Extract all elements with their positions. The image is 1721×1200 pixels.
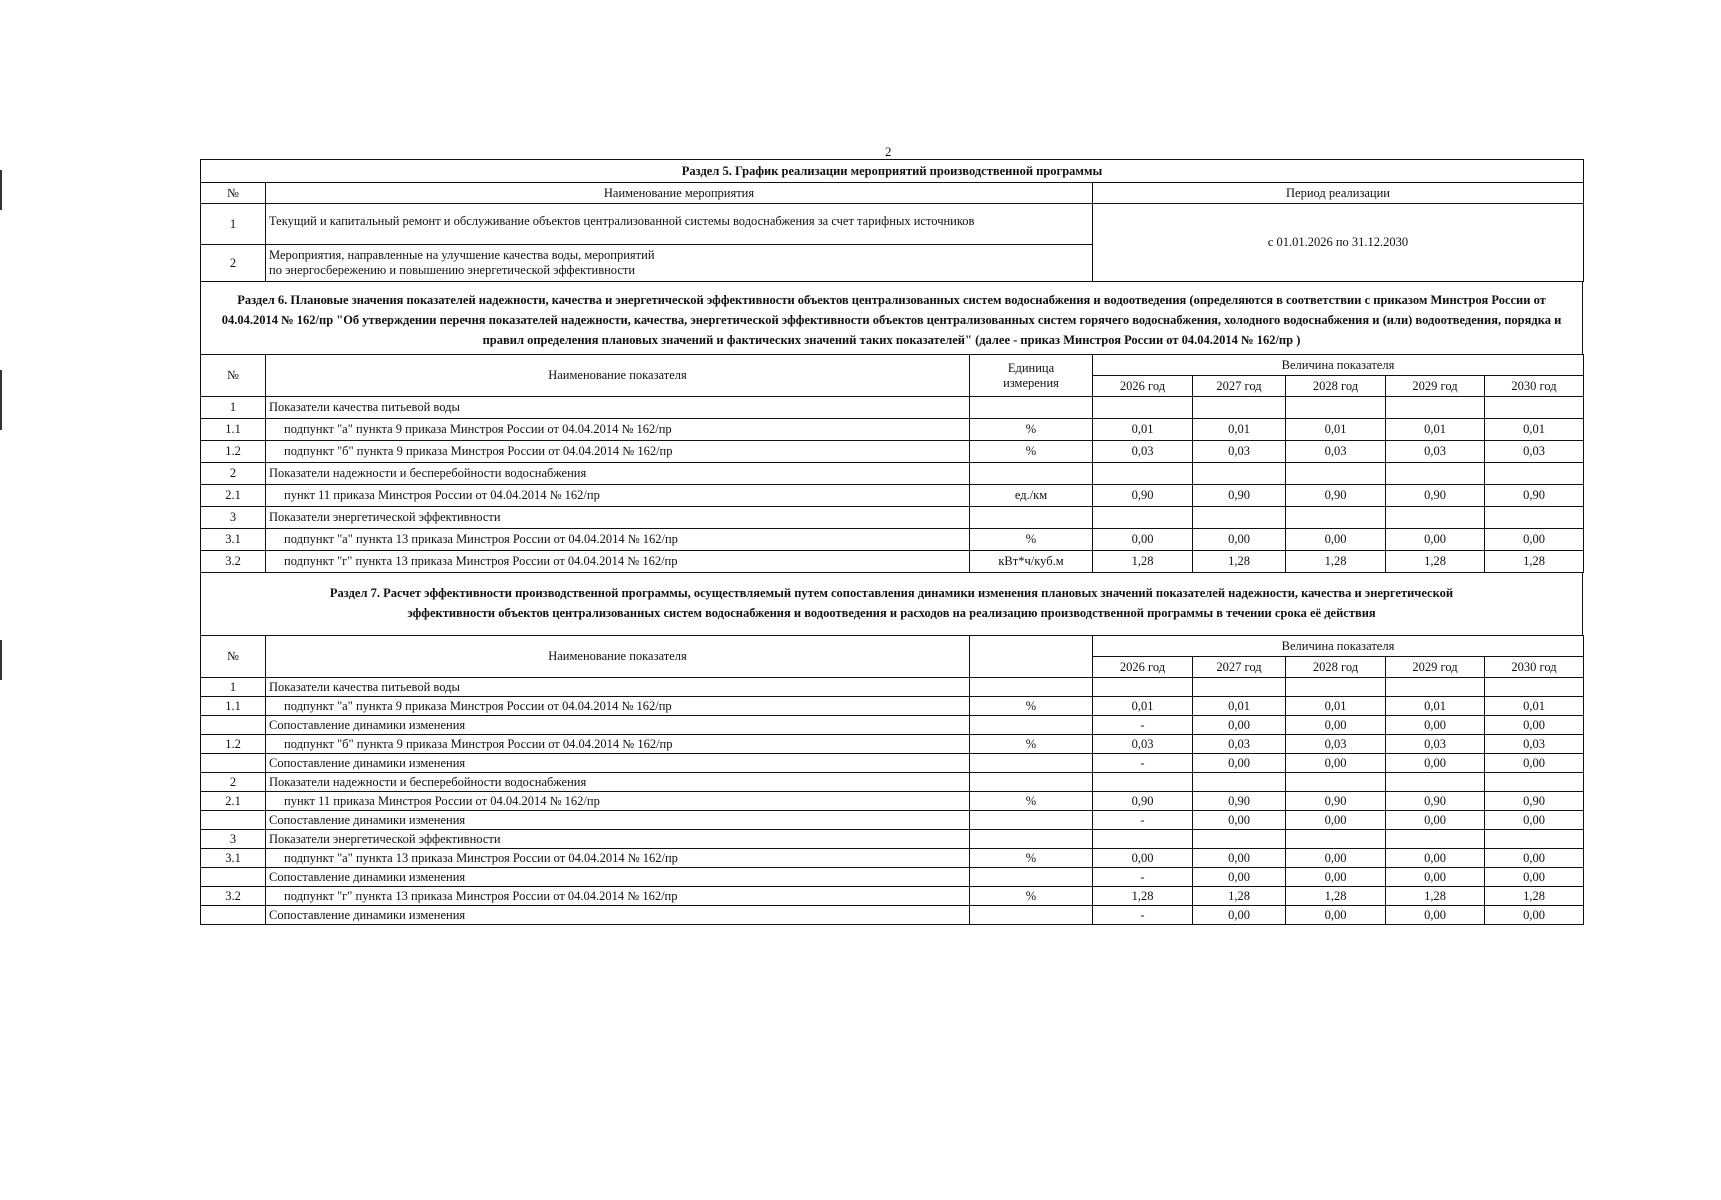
value-cell: [1286, 773, 1386, 792]
row-num: 3.2: [201, 551, 266, 573]
group-name: Показатели качества питьевой воды: [266, 397, 970, 419]
header-num: №: [201, 183, 266, 204]
value-cell: [1093, 507, 1193, 529]
unit-cell: кВт*ч/куб.м: [970, 551, 1093, 573]
table-row: [201, 792, 1584, 811]
value-cell: [1386, 463, 1485, 485]
value-cell: -: [1093, 811, 1193, 830]
value-cell: 0,00: [1093, 529, 1193, 551]
value-cell: 0,03: [1485, 441, 1584, 463]
indicator-name: подпункт "а" пункта 13 приказа Минстроя России от 04.04.2014 № 162/пр: [266, 529, 970, 551]
value-cell: 0,90: [1286, 792, 1386, 811]
table-row: [201, 830, 1584, 849]
header-year: 2027 год: [1193, 376, 1286, 397]
header-period: Период реализации: [1093, 183, 1584, 204]
unit-cell: %: [970, 419, 1093, 441]
table-row: [201, 529, 1584, 551]
value-cell: 0,01: [1286, 419, 1386, 441]
value-cell: 0,03: [1093, 735, 1193, 754]
page-number: 2: [885, 144, 892, 159]
table-row: [201, 754, 1584, 773]
header-year: 2029 год: [1386, 376, 1485, 397]
table-row: [201, 849, 1584, 868]
section7-body: [201, 678, 1584, 925]
row-num: [201, 868, 266, 887]
header-year: 2026 год: [1093, 376, 1193, 397]
unit-cell: [970, 830, 1093, 849]
value-cell: 0,03: [1286, 441, 1386, 463]
group-name: Показатели надежности и бесперебойности водоснабжения: [266, 463, 970, 485]
value-cell: 0,00: [1193, 849, 1286, 868]
value-cell: 0,90: [1386, 485, 1485, 507]
value-cell: 0,00: [1485, 754, 1584, 773]
header-unit-line: Единица: [1007, 360, 1055, 375]
value-cell: 0,01: [1093, 697, 1193, 716]
value-cell: [1093, 830, 1193, 849]
event-name: Текущий и капитальный ремонт и обслуживание объектов централизованной системы водоснабжения за счет тарифных источников: [266, 204, 1093, 245]
value-cell: [1485, 678, 1584, 697]
unit-cell: [970, 811, 1093, 830]
value-cell: 0,03: [1093, 441, 1193, 463]
unit-cell: %: [970, 849, 1093, 868]
group-name: Показатели энергетической эффективности: [266, 830, 970, 849]
indicator-name: подпункт "а" пункта 9 приказа Минстроя России от 04.04.2014 № 162/пр: [266, 697, 970, 716]
value-cell: 0,00: [1485, 906, 1584, 925]
header-unit: [970, 355, 1093, 397]
section6-body: [201, 397, 1584, 573]
value-cell: -: [1093, 716, 1193, 735]
unit-cell: [970, 507, 1093, 529]
value-cell: 0,00: [1286, 868, 1386, 887]
unit-cell: [970, 754, 1093, 773]
value-cell: 0,00: [1193, 868, 1286, 887]
row-num: [201, 906, 266, 925]
value-cell: 0,03: [1386, 441, 1485, 463]
value-cell: [1286, 830, 1386, 849]
value-cell: 0,90: [1193, 792, 1286, 811]
value-cell: [1286, 507, 1386, 529]
value-cell: 0,00: [1193, 906, 1286, 925]
value-cell: 0,00: [1386, 811, 1485, 830]
row-num: [201, 716, 266, 735]
value-cell: 0,00: [1485, 811, 1584, 830]
group-name: Показатели качества питьевой воды: [266, 678, 970, 697]
unit-cell: [970, 397, 1093, 419]
row-num: [201, 754, 266, 773]
header-event-name: Наименование мероприятия: [266, 183, 1093, 204]
value-cell: 0,90: [1286, 485, 1386, 507]
section5-title: Раздел 5. График реализации мероприятий производственной программы: [201, 160, 1584, 183]
value-cell: 1,28: [1193, 551, 1286, 573]
value-cell: 0,01: [1386, 419, 1485, 441]
header-year: 2028 год: [1286, 376, 1386, 397]
unit-cell: %: [970, 735, 1093, 754]
header-value: Величина показателя: [1093, 355, 1584, 376]
value-cell: 1,28: [1386, 551, 1485, 573]
section6-title: Раздел 6. Плановые значения показателей надежности, качества и энергетической эффективности объектов централизованных систем водоснабжения и водоотведения (определяются в соответствии с приказом Минстроя России от 04.04.2014 № 162/пр "Об утверждении перечня показателей надежности, качества, энергетической эффективности объектов централизованных систем горячего водоснабжения, холодного водоснабжения и (или) водоотведения, порядка и правил определения плановых значений и фактических значений таких показателей" (далее - приказ Минстроя России от 04.04.2014 № 162/пр ): [200, 282, 1583, 354]
row-num: 1.1: [201, 697, 266, 716]
value-cell: 0,00: [1386, 868, 1485, 887]
value-cell: 0,00: [1286, 529, 1386, 551]
unit-cell: %: [970, 792, 1093, 811]
table-row: [201, 551, 1584, 573]
row-num: 1.2: [201, 735, 266, 754]
value-cell: 0,01: [1193, 419, 1286, 441]
table-row: [201, 716, 1584, 735]
header-num: №: [201, 355, 266, 397]
value-cell: [1093, 463, 1193, 485]
value-cell: 0,00: [1485, 849, 1584, 868]
value-cell: [1093, 773, 1193, 792]
table-row: [201, 678, 1584, 697]
value-cell: 0,90: [1485, 485, 1584, 507]
value-cell: 0,00: [1485, 529, 1584, 551]
value-cell: 0,00: [1286, 849, 1386, 868]
value-cell: 0,01: [1485, 419, 1584, 441]
value-cell: 0,00: [1193, 716, 1286, 735]
value-cell: 0,00: [1286, 754, 1386, 773]
value-cell: 1,28: [1485, 887, 1584, 906]
table-row: [201, 507, 1584, 529]
event-name-line: по энергосбережению и повышению энергетической эффективности: [269, 263, 636, 277]
section6-table: [200, 354, 1584, 573]
value-cell: 0,03: [1193, 735, 1286, 754]
table-row: [201, 485, 1584, 507]
row-num: 2: [201, 773, 266, 792]
indicator-name: Сопоставление динамики изменения: [266, 906, 970, 925]
document: [200, 159, 1583, 925]
value-cell: [1386, 678, 1485, 697]
value-cell: 0,00: [1193, 754, 1286, 773]
group-name: Показатели надежности и бесперебойности водоснабжения: [266, 773, 970, 792]
value-cell: 0,00: [1286, 716, 1386, 735]
unit-cell: %: [970, 887, 1093, 906]
value-cell: 0,00: [1386, 529, 1485, 551]
header-year: 2028 год: [1286, 657, 1386, 678]
value-cell: 0,03: [1386, 735, 1485, 754]
indicator-name: Сопоставление динамики изменения: [266, 868, 970, 887]
indicator-name: подпункт "г" пункта 13 приказа Минстроя России от 04.04.2014 № 162/пр: [266, 887, 970, 906]
indicator-name: пункт 11 приказа Минстроя России от 04.04.2014 № 162/пр: [266, 485, 970, 507]
section7-title-line: Раздел 7. Расчет эффективности производственной программы, осуществляемый путем сопоставления динамики изменения плановых значений показателей надежности, качества и энергетической: [329, 586, 1454, 600]
indicator-name: подпункт "б" пункта 9 приказа Минстроя России от 04.04.2014 № 162/пр: [266, 441, 970, 463]
unit-cell: [970, 716, 1093, 735]
value-cell: [1386, 830, 1485, 849]
row-num: [201, 811, 266, 830]
value-cell: 0,00: [1386, 754, 1485, 773]
table-row: [201, 697, 1584, 716]
section7-title: [200, 573, 1583, 635]
row-num: 3.2: [201, 887, 266, 906]
row-num: 1: [201, 204, 266, 245]
section7-title-line: эффективности объектов централизованных систем водоснабжения и водоотведения и расходов на реализацию производственной программы в течении срока её действия: [407, 606, 1376, 620]
value-cell: [1485, 773, 1584, 792]
value-cell: [1093, 678, 1193, 697]
value-cell: 0,90: [1386, 792, 1485, 811]
value-cell: 0,01: [1286, 697, 1386, 716]
value-cell: 0,03: [1193, 441, 1286, 463]
row-num: 1: [201, 397, 266, 419]
section7-table: [200, 635, 1584, 925]
value-cell: 0,00: [1386, 849, 1485, 868]
value-cell: 1,28: [1093, 551, 1193, 573]
value-cell: [1386, 773, 1485, 792]
row-num: 2.1: [201, 792, 266, 811]
indicator-name: пункт 11 приказа Минстроя России от 04.04.2014 № 162/пр: [266, 792, 970, 811]
value-cell: [1193, 678, 1286, 697]
table-row: [201, 397, 1584, 419]
value-cell: 1,28: [1093, 887, 1193, 906]
value-cell: 0,90: [1193, 485, 1286, 507]
unit-cell: %: [970, 529, 1093, 551]
value-cell: [1485, 507, 1584, 529]
header-year: 2026 год: [1093, 657, 1193, 678]
unit-cell: [970, 773, 1093, 792]
value-cell: [1193, 397, 1286, 419]
value-cell: 0,01: [1193, 697, 1286, 716]
value-cell: 0,90: [1485, 792, 1584, 811]
value-cell: [1286, 678, 1386, 697]
value-cell: -: [1093, 868, 1193, 887]
unit-cell: [970, 463, 1093, 485]
header-indicator-name: Наименование показателя: [266, 636, 970, 678]
value-cell: [1193, 507, 1286, 529]
header-unit: [970, 636, 1093, 678]
value-cell: 0,00: [1386, 716, 1485, 735]
unit-cell: %: [970, 697, 1093, 716]
header-year: 2027 год: [1193, 657, 1286, 678]
value-cell: 1,28: [1386, 887, 1485, 906]
header-year: 2030 год: [1485, 376, 1584, 397]
value-cell: 0,90: [1093, 792, 1193, 811]
scan-edge-marks: [0, 170, 2, 730]
value-cell: [1286, 397, 1386, 419]
indicator-name: подпункт "а" пункта 13 приказа Минстроя России от 04.04.2014 № 162/пр: [266, 849, 970, 868]
event-name-line: Мероприятия, направленные на улучшение качества воды, мероприятий: [269, 248, 655, 262]
header-year: 2030 год: [1485, 657, 1584, 678]
row-num: 1: [201, 678, 266, 697]
indicator-name: подпункт "г" пункта 13 приказа Минстроя России от 04.04.2014 № 162/пр: [266, 551, 970, 573]
indicator-name: подпункт "б" пункта 9 приказа Минстроя России от 04.04.2014 № 162/пр: [266, 735, 970, 754]
row-num: 2.1: [201, 485, 266, 507]
event-name: [266, 245, 1093, 282]
row-num: 3: [201, 830, 266, 849]
unit-cell: ед./км: [970, 485, 1093, 507]
indicator-name: Сопоставление динамики изменения: [266, 811, 970, 830]
table-row: [201, 773, 1584, 792]
value-cell: 0,90: [1093, 485, 1193, 507]
header-value: Величина показателя: [1093, 636, 1584, 657]
value-cell: [1485, 397, 1584, 419]
value-cell: 0,03: [1485, 735, 1584, 754]
section5-table: [200, 159, 1584, 282]
value-cell: 0,00: [1193, 811, 1286, 830]
row-num: 3: [201, 507, 266, 529]
value-cell: [1193, 773, 1286, 792]
header-num: №: [201, 636, 266, 678]
row-num: 3.1: [201, 849, 266, 868]
value-cell: 0,00: [1093, 849, 1193, 868]
value-cell: [1286, 463, 1386, 485]
value-cell: 1,28: [1286, 551, 1386, 573]
value-cell: 1,28: [1485, 551, 1584, 573]
value-cell: [1193, 830, 1286, 849]
value-cell: 0,01: [1386, 697, 1485, 716]
unit-cell: [970, 868, 1093, 887]
table-row: [201, 735, 1584, 754]
value-cell: 0,00: [1485, 716, 1584, 735]
indicator-name: подпункт "а" пункта 9 приказа Минстроя России от 04.04.2014 № 162/пр: [266, 419, 970, 441]
table-row: [201, 463, 1584, 485]
table-row: [201, 441, 1584, 463]
value-cell: 0,00: [1485, 868, 1584, 887]
table-row: [201, 811, 1584, 830]
value-cell: -: [1093, 754, 1193, 773]
group-name: Показатели энергетической эффективности: [266, 507, 970, 529]
unit-cell: [970, 678, 1093, 697]
row-num: 2: [201, 463, 266, 485]
value-cell: 0,00: [1286, 811, 1386, 830]
table-row: [201, 868, 1584, 887]
row-num: 3.1: [201, 529, 266, 551]
table-row: [201, 419, 1584, 441]
value-cell: 0,00: [1193, 529, 1286, 551]
value-cell: [1485, 463, 1584, 485]
value-cell: 0,00: [1386, 906, 1485, 925]
value-cell: [1093, 397, 1193, 419]
unit-cell: [970, 906, 1093, 925]
value-cell: [1485, 830, 1584, 849]
row-num: 2: [201, 245, 266, 282]
indicator-name: Сопоставление динамики изменения: [266, 716, 970, 735]
header-indicator-name: Наименование показателя: [266, 355, 970, 397]
row-num: 1.1: [201, 419, 266, 441]
unit-cell: %: [970, 441, 1093, 463]
value-cell: 0,00: [1286, 906, 1386, 925]
table-row: [201, 887, 1584, 906]
value-cell: 1,28: [1286, 887, 1386, 906]
row-num: 1.2: [201, 441, 266, 463]
value-cell: 0,01: [1485, 697, 1584, 716]
value-cell: 0,01: [1093, 419, 1193, 441]
value-cell: -: [1093, 906, 1193, 925]
value-cell: 1,28: [1193, 887, 1286, 906]
value-cell: [1193, 463, 1286, 485]
table-row: [201, 906, 1584, 925]
value-cell: 0,03: [1286, 735, 1386, 754]
period-value: с 01.01.2026 по 31.12.2030: [1093, 204, 1584, 282]
header-unit-line: измерения: [1003, 375, 1059, 390]
indicator-name: Сопоставление динамики изменения: [266, 754, 970, 773]
value-cell: [1386, 397, 1485, 419]
value-cell: [1386, 507, 1485, 529]
header-year: 2029 год: [1386, 657, 1485, 678]
